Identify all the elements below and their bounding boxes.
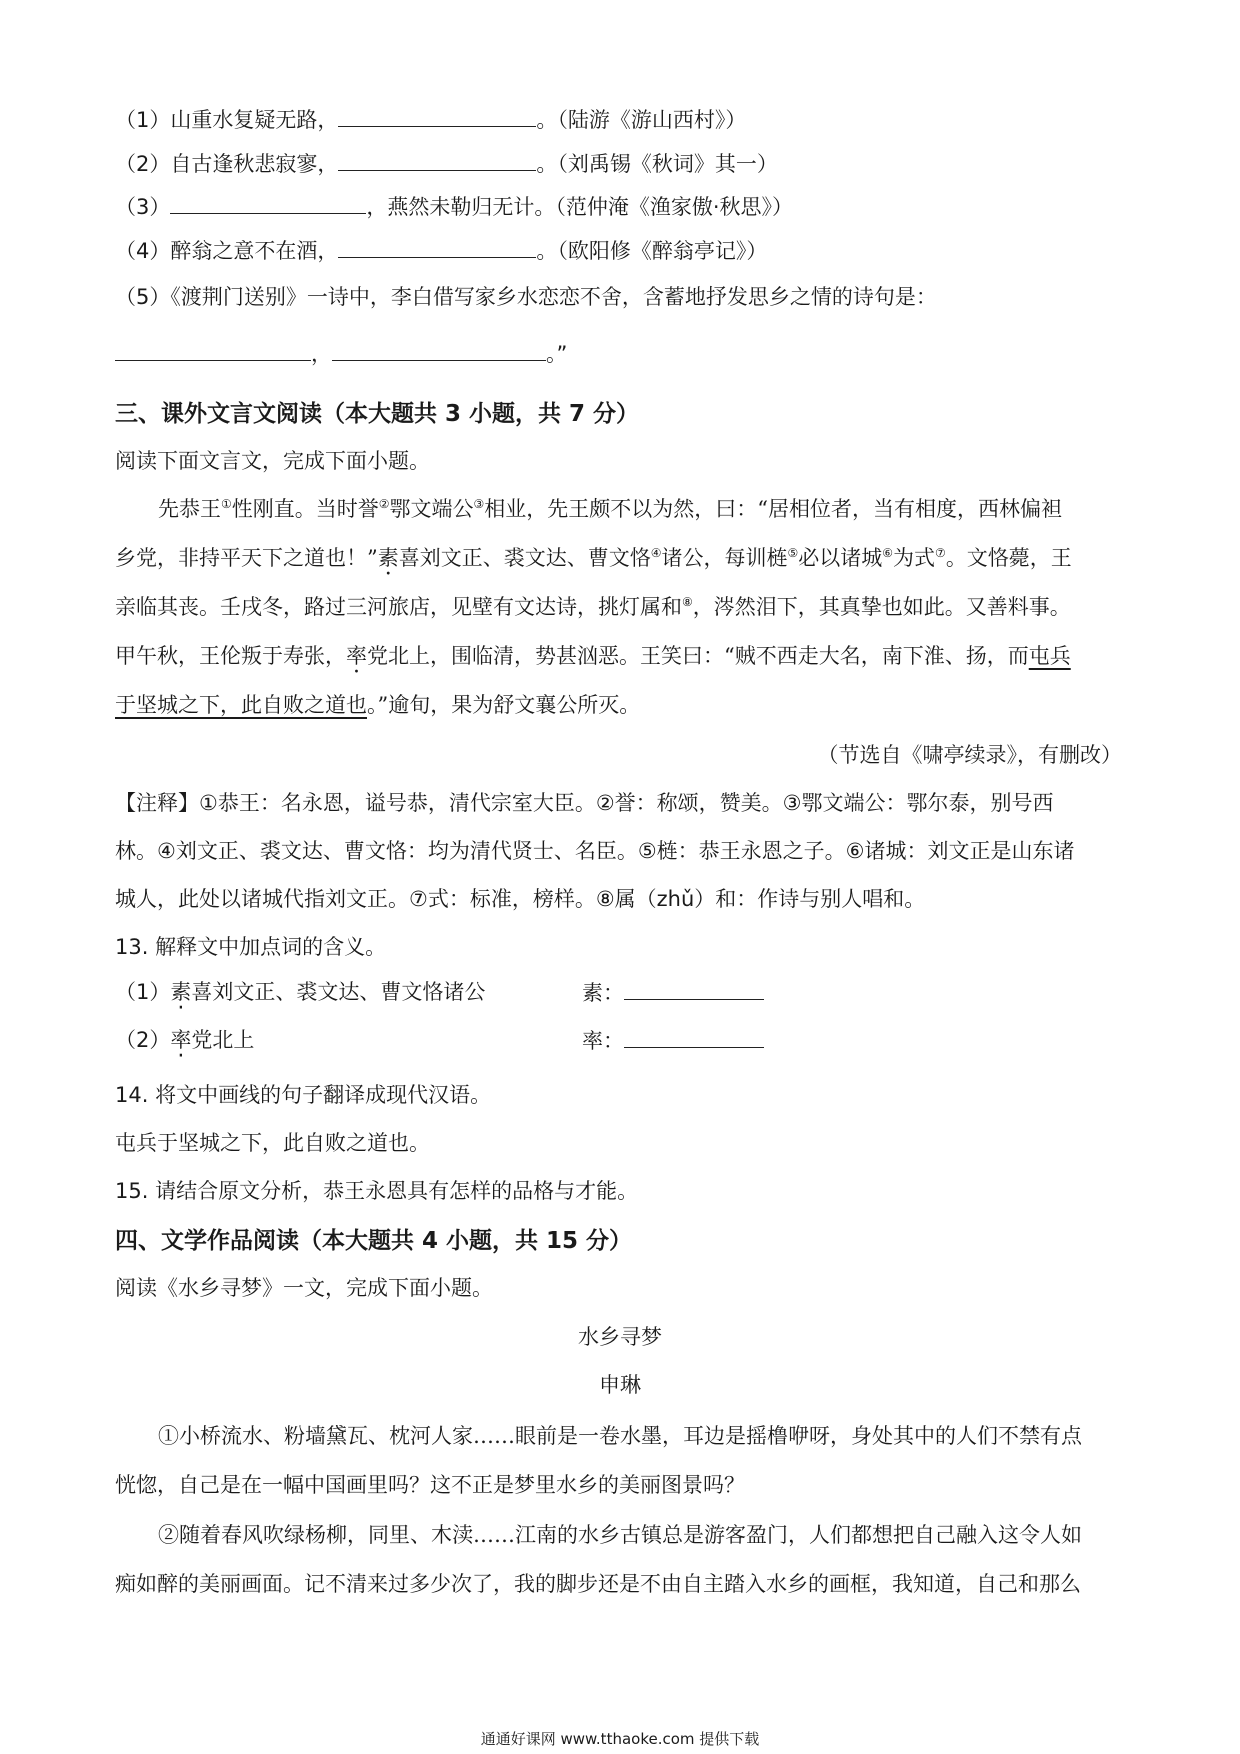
dotted-word: 素 xyxy=(170,980,192,1004)
classical-text-line: 乡党，非持平天下之道也！”素喜刘文正、裘文达、曹文恪④诸公，每训梿⑤必以诸城⑥为式⑦。文恪薨，王 xyxy=(115,546,1072,570)
answer-13-2: 率： xyxy=(582,1025,764,1056)
dotted-word: 率 xyxy=(170,1028,192,1052)
answer-blank[interactable] xyxy=(170,191,366,214)
question-13: 13. 解释文中加点词的含义。 xyxy=(115,935,387,959)
answer-blank[interactable] xyxy=(332,338,546,361)
answer-blank[interactable] xyxy=(338,148,536,171)
article-paragraph-line: ②随着春风吹绿杨柳，同里、木渎……江南的水乡古镇总是游客盈门，人们都想把自己融入这令人如 xyxy=(158,1523,1082,1547)
annotation-line: 【注释】①恭王：名永恩，谥号恭，清代宗室大臣。②誉：称颂，赞美。③鄂文端公：鄂尔泰，别号西 xyxy=(115,791,1054,815)
answer-13-1: 素： xyxy=(582,977,764,1008)
article-title: 水乡寻梦 xyxy=(578,1325,662,1349)
article-paragraph-line: 恍惚，自己是在一幅中国画里吗？这不正是梦里水乡的美丽图景吗？ xyxy=(115,1473,745,1497)
question-13-2: （2）率党北上 xyxy=(115,1028,255,1052)
annotation-line: 林。④刘文正、裘文达、曹文恪：均为清代贤士、名臣。⑤梿：恭王永恩之子。⑥诸城：刘文正是山东诸 xyxy=(115,839,1075,863)
section-heading: 四、文学作品阅读（本大题共 4 小题，共 15 分） xyxy=(115,1228,633,1254)
classical-text-line: 于坚城之下，此自败之道也。”逾旬，果为舒文襄公所灭。 xyxy=(115,693,641,717)
classical-text-line: 甲午秋，王伦叛于寿张，率党北上，围临清，势甚汹恶。王笑曰：“贼不西走大名，南下淮、扬，而屯兵 xyxy=(115,644,1071,668)
article-paragraph-line: ①小桥流水、粉墙黛瓦、枕河人家……眼前是一卷水墨，耳边是摇橹咿呀，身处其中的人们不禁有点 xyxy=(158,1424,1082,1448)
question-15: 15. 请结合原文分析，恭王永恩具有怎样的品格与才能。 xyxy=(115,1179,639,1203)
page-footer: 通通好课网 www.tthaoke.com 提供下载 xyxy=(480,1730,760,1748)
dotted-word: 素 xyxy=(377,546,399,570)
classical-text-line: 亲临其丧。壬戌冬，路过三河旅店，见壁有文达诗，挑灯属和⑧，涔然泪下，其真挚也如此。又善料事。 xyxy=(115,595,1071,619)
question-14-sentence: 屯兵于坚城之下，此自败之道也。 xyxy=(115,1131,430,1155)
source-citation: （节选自《啸亭续录》，有删改） xyxy=(817,743,1122,767)
answer-blank[interactable] xyxy=(624,977,764,1000)
poem-question-4: （4）醉翁之意不在酒， 。（欧阳修《醉翁亭记》） xyxy=(115,235,767,266)
underlined-sentence: 于坚城之下，此自败之道也 xyxy=(115,693,367,717)
poem-question-3: （3） ，燕然未勒归无计。（范仲淹《渔家傲·秋思》） xyxy=(115,191,793,222)
section-heading: 三、课外文言文阅读（本大题共 3 小题，共 7 分） xyxy=(115,401,640,427)
poem-question-2: （2）自古逢秋悲寂寥， 。（刘禹锡《秋词》其一） xyxy=(115,148,778,179)
section-intro: 阅读《水乡寻梦》一文，完成下面小题。 xyxy=(115,1276,493,1300)
article-paragraph-line: 痴如醉的美丽画面。记不清来过多少次了，我的脚步还是不由自主踏入水乡的画框，我知道，自己和那么 xyxy=(115,1572,1081,1596)
classical-text-line: 先恭王①性刚直。当时誉②鄂文端公③相业，先王颇不以为然，曰：“居相位者，当有相度，西林偏袒 xyxy=(158,497,1063,521)
answer-blank[interactable] xyxy=(338,235,536,258)
poem-question-1: （1）山重水复疑无路， 。（陆游《游山西村》） xyxy=(115,104,746,135)
dotted-word: 率 xyxy=(346,644,367,668)
answer-blank[interactable] xyxy=(338,104,536,127)
poem-question-5-blanks: ， 。” xyxy=(115,338,567,369)
question-13-1: （1）素喜刘文正、裘文达、曹文恪诸公 xyxy=(115,980,486,1004)
underlined-sentence: 屯兵 xyxy=(1028,644,1071,668)
poem-question-5: （5）《渡荆门送别》一诗中，李白借写家乡水恋恋不舍，含蓄地抒发思乡之情的诗句是： xyxy=(115,285,937,309)
question-14: 14. 将文中画线的句子翻译成现代汉语。 xyxy=(115,1083,492,1107)
annotation-line: 城人，此处以诸城代指刘文正。⑦式：标准，榜样。⑧属（zhǔ）和：作诗与别人唱和。 xyxy=(115,887,926,911)
section-intro: 阅读下面文言文，完成下面小题。 xyxy=(115,449,430,473)
answer-blank[interactable] xyxy=(624,1025,764,1048)
answer-blank[interactable] xyxy=(115,338,311,361)
article-author: 申琳 xyxy=(599,1373,641,1397)
